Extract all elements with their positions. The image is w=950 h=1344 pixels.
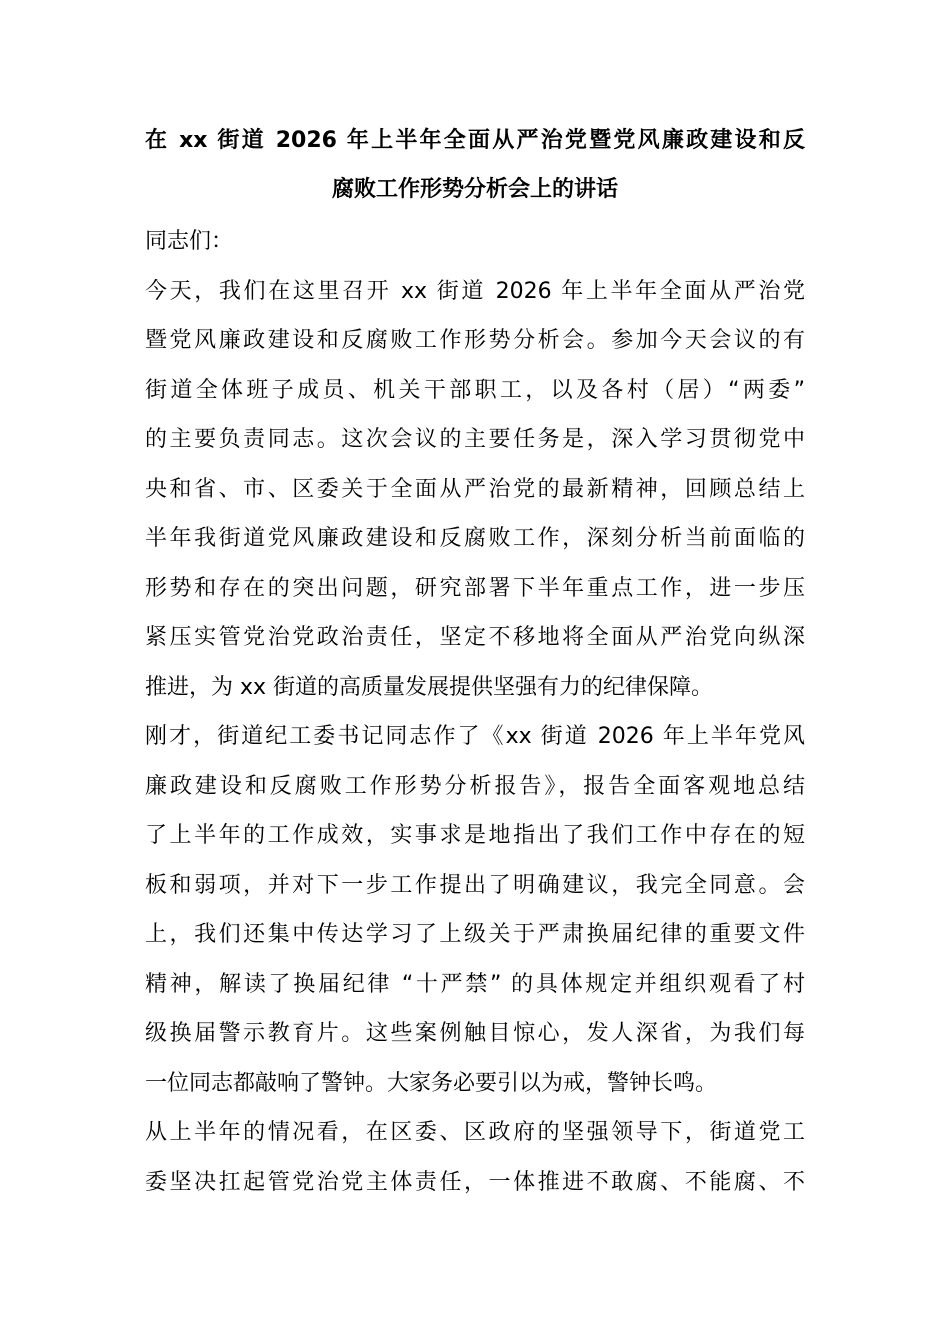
title-line-2: 腐败工作形势分析会上的讲话 — [331, 177, 618, 202]
body-line: 上，我们还集中传达学习了上级关于严肃换届纪律的重要文件 — [145, 922, 805, 947]
body-line: 央和省、市、区委关于全面从严治党的最新精神，回顾总结上 — [145, 477, 805, 502]
body-line: 推进，为 xx 街道的高质量发展提供坚强有力的纪律保障。 — [145, 675, 714, 700]
body-line: 形势和存在的突出问题，研究部署下半年重点工作，进一步压 — [145, 576, 805, 601]
body-line: 紧压实管党治党政治责任，坚定不移地将全面从严治党向纵深 — [145, 625, 805, 650]
body-line: 一位同志都敲响了警钟。大家务必要引以为戒，警钟长鸣。 — [145, 1071, 718, 1096]
body-line: 精神，解读了换届纪律 “十严禁” 的具体规定并组织观看了村 — [145, 972, 805, 997]
title-line-1: 在 xx 街道 2026 年上半年全面从严治党暨党风廉政建设和反 — [145, 128, 805, 153]
body-line: 廉政建设和反腐败工作形势分析报告》，报告全面客观地总结 — [145, 774, 805, 799]
body-line: 暨党风廉政建设和反腐败工作形势分析会。参加今天会议的有 — [145, 328, 805, 353]
body-line: 板和弱项，并对下一步工作提出了明确建议，我完全同意。会 — [145, 873, 805, 898]
body-line: 从上半年的情况看，在区委、区政府的坚强领导下，街道党工 — [145, 1120, 805, 1145]
body-line: 级换届警示教育片。这些案例触目惊心，发人深省，为我们每 — [145, 1021, 805, 1046]
body-line: 委坚决扛起管党治党主体责任，一体推进不敢腐、不能腐、不 — [145, 1170, 805, 1195]
body-line: 半年我街道党风廉政建设和反腐败工作，深刻分析当前面临的 — [145, 526, 805, 551]
body-line: 今天，我们在这里召开 xx 街道 2026 年上半年全面从严治党 — [145, 279, 805, 304]
body-line: 的主要负责同志。这次会议的主要任务是，深入学习贯彻党中 — [145, 427, 805, 452]
body-line: 街道全体班子成员、机关干部职工，以及各村（居）“两委” — [145, 378, 805, 403]
salutation: 同志们： — [145, 229, 234, 254]
body-line: 了上半年的工作成效，实事求是地指出了我们工作中存在的短 — [145, 823, 805, 848]
body-line: 刚才，街道纪工委书记同志作了《xx 街道 2026 年上半年党风 — [145, 724, 805, 749]
